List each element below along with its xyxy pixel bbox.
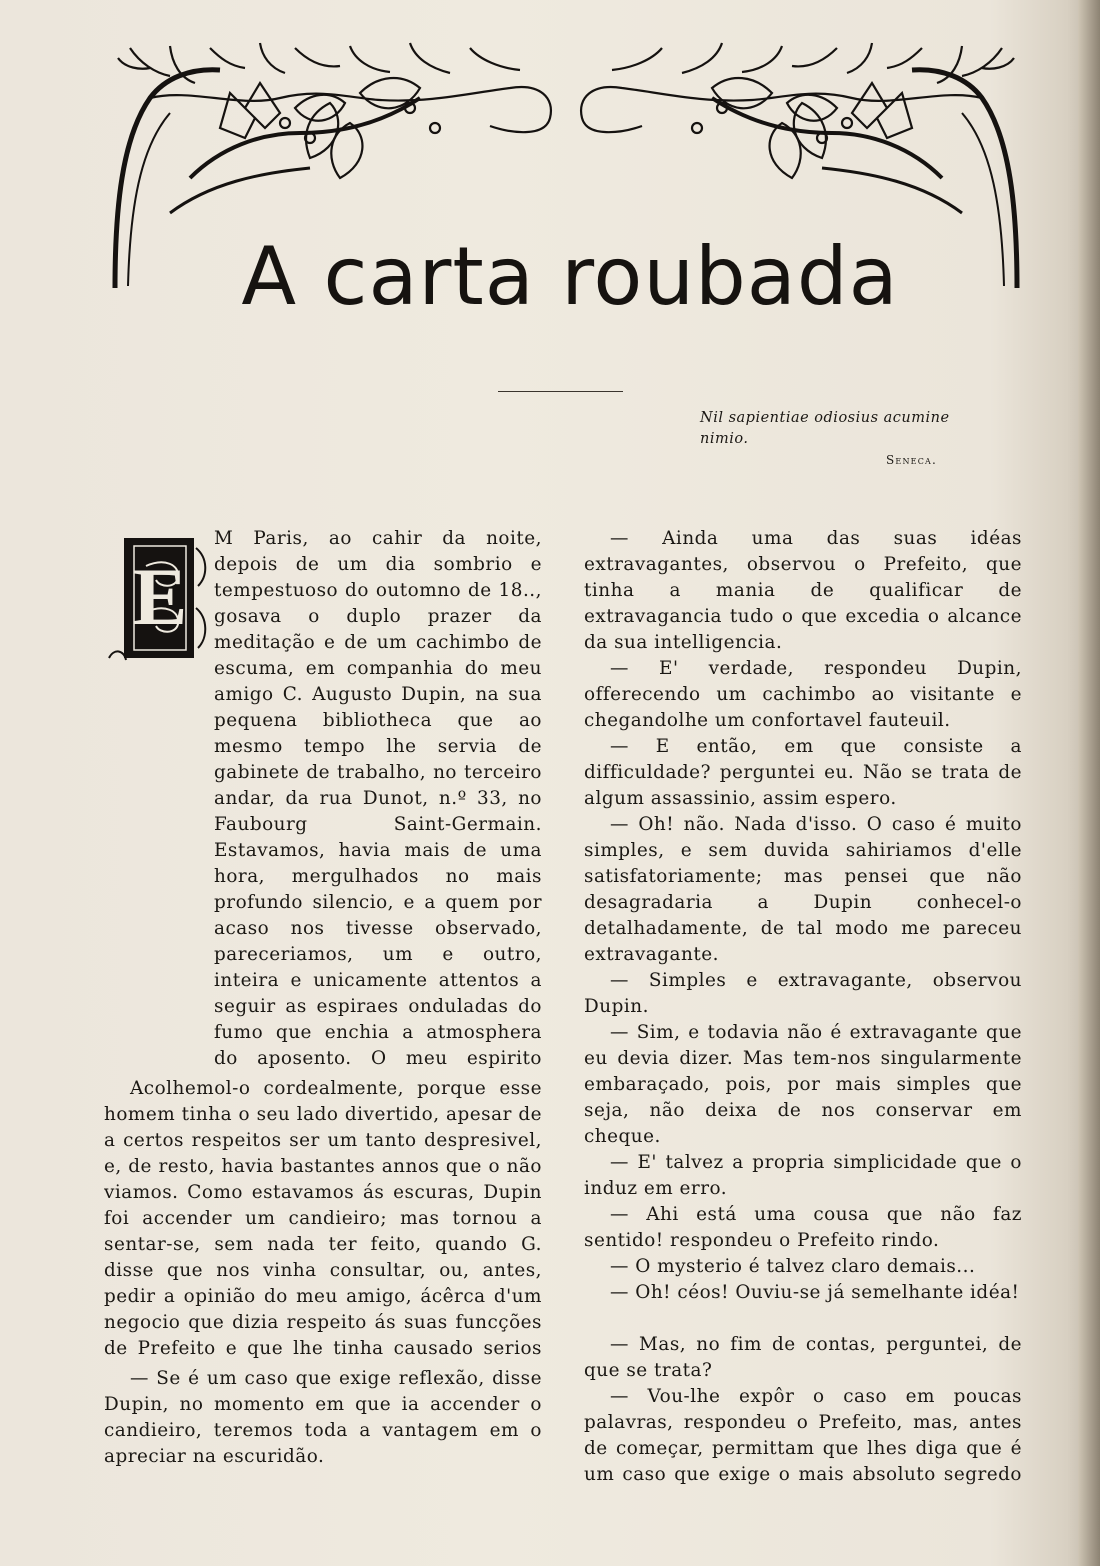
paragraph: — Simples e extravagante, observou Dupin. <box>584 970 1022 1017</box>
drop-cap-letter: E <box>132 551 188 642</box>
paragraph: — E' talvez a propria simplicidade que o induz em erro. <box>584 1152 1022 1199</box>
article-title: A carta roubada <box>241 230 899 323</box>
paragraph: — O mysterio é talvez claro demais... <box>610 1256 976 1277</box>
title-divider <box>498 391 623 392</box>
epigraph-quote: Nil sapientiae odiosius acumine nimio. <box>700 410 950 447</box>
paragraph: — Vou-lhe expôr o caso em poucas palavras, respondeu o Prefeito, mas, antes de começar, permittam que lhes diga que é um caso que exige o mais absoluto segredo <box>584 1386 1022 1485</box>
paragraph: — Oh! não. Nada d'isso. O caso é muito simples, e sem duvida sahiriamos d'elle satisfatoriamente; mas pensei que não desagradaria a Dupin conhecel-o detalhadamente, de tal modo me pareceu extravagante. <box>584 814 1022 965</box>
epigraph-attribution: Seneca. <box>886 453 938 467</box>
paragraph: — Oh! céos! Ouviu-se já semelhante idéa! <box>610 1282 1020 1303</box>
page-edge <box>1078 0 1100 1566</box>
text-column-right <box>584 526 1022 1488</box>
paragraph: — Se é um caso que exige reflexão, disse Dupin, no momento em que ia accender o candieiro, teremos toda a vantagem em o apreciar na escuridão. <box>104 1368 542 1467</box>
paragraph: — Ahi está uma cousa que não faz sentido! respondeu o Prefeito rindo. <box>584 1204 1022 1251</box>
paragraph: — Mas, no fim de contas, perguntei, de que se trata? <box>584 1334 1022 1381</box>
paragraph: — Ainda uma das suas idéas extravagantes, observou o Prefeito, que tinha a mania de qualificar de extravagancia tudo o que excedia o alcance da sua intelligencia. <box>584 528 1022 653</box>
paragraph: — E então, em que consiste a difficuldade? perguntei eu. Não se trata de algum assassinio, assim espero. <box>584 736 1022 809</box>
text-column-left <box>104 526 542 1470</box>
paragraph: — E' verdade, respondeu Dupin, offerecendo um cachimbo ao visitante e chegandolhe um confortavel fauteuil. <box>584 658 1022 731</box>
paragraph: — Sim, e todavia não é extravagante que eu devia dizer. Mas tem-nos singularmente embaraçado, pois, por mais simples que seja, não deixa de nos conservar em cheque. <box>584 1022 1022 1147</box>
paragraph: M Paris, ao cahir da noite, depois de um dia sombrio e tempestuoso do outomno de 18.., gosava o duplo prazer da meditação e de um cachimbo de escuma, em companhia do meu amigo C. Augusto Dupin, na sua pequena bibliotheca que ao mesmo tempo lhe servia de gabinete de trabalho, no terceiro andar, da rua Dunot, n.º 33, no Faubourg Saint-Germain. Estavamos, havia mais de uma hora, mergulhados no mais profundo silencio, e a quem por acaso nos tivesse observado, pareceriamos, um e outro, inteira e unicamente attentos a seguir as espiraes onduladas do fumo que enchia a atmosphera do aposento. O meu espirito <box>214 528 542 1069</box>
paragraph: Acolhemol-o cordealmente, porque esse homem tinha o seu lado divertido, apesar de a certos respeitos ser um tanto despresivel, e, de resto, havia bastantes annos que o não viamos. Como estavamos ás escuras, Dupin foi accender um candieiro; mas tornou a sentar-se, sem nada ter feito, quando G. disse que nos vinha consultar, ou, antes, pedir a opinião do meu amigo, ácêrca d'um negocio que dizia respeito ás suas funcções de Prefeito e que lhe tinha causado serios <box>104 1078 542 1359</box>
